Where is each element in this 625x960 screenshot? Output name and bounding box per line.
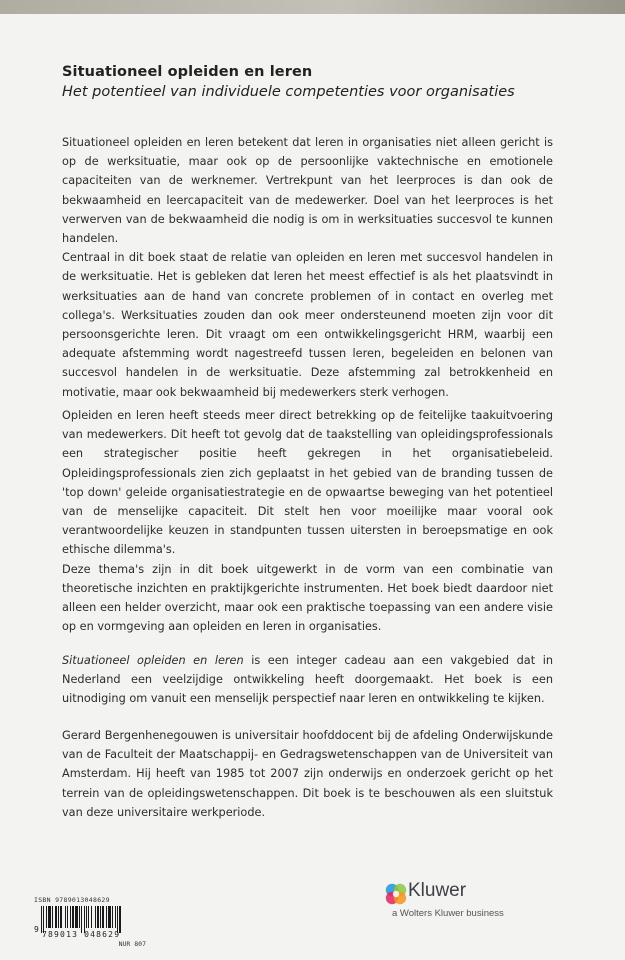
author-bio-text: Gerard Bergenhenegouwen is universitair hoofddocent bij de afdeling Onderwijskunde van de Faculteit der Maatschappij- en Gedragswetenschappen van de Universiteit van Amsterdam. Hij heeft van 1985 tot 2007 zijn onderwijs en onderzoek gericht op het terrein van de opleidingswetenschappen. Dit boek is te beschouwen als een sluitstuk van deze universitaire werkperiode. [62, 729, 553, 819]
blurb-text: Deze thema's zijn in dit boek uitgewerkt in de vorm van een combinatie van theoretische inzichten en praktijkgerichte instrumenten. Het boek biedt daardoor niet alleen een helder overzicht, maar ook een praktische toepassing van een andere visie op en vormgeving aan opleiden en leren in organisaties. [62, 562, 553, 634]
barcode-space [121, 906, 122, 928]
book-title-reference: Situationeel opleiden en leren [62, 654, 244, 667]
kluwer-logo-icon [384, 882, 408, 906]
nur-code: NUR 807 [118, 940, 146, 948]
publisher-tagline: a Wolters Kluwer business [392, 908, 504, 919]
blurb-text: Opleiden en leren heeft steeds meer direct betrekking op de feitelijke taakuitvoering van medewerkers. Dit heeft tot gevolg dat de taakstelling van opleidingsprofessionals een strategischer positie heeft gekregen in het organisatiebeleid. Opleidingsprofessionals zien zich geplaatst in het gebied van de branding tussen de 'top down' geleide organisatiestrategie en de opwaartse beweging van het potentieel van de menselijke capaciteit. Dit stelt hen voor moeilijke maar vooral ook verantwoordelijke keuzen in standpunten tussen uitersten in beroepsmatige en ook ethische dilemma's. [62, 409, 553, 557]
book-title: Situationeel opleiden en leren [62, 64, 313, 80]
publisher-logo [384, 880, 564, 930]
cover-top-band [0, 0, 625, 14]
isbn-barcode [34, 896, 154, 948]
barcode-first-digit: 9 [34, 925, 39, 934]
book-subtitle: Het potentieel van individuele competenties voor organisaties [62, 84, 515, 100]
blurb-paragraph-1 [62, 133, 553, 402]
publisher-name: Kluwer [408, 880, 467, 901]
blurb-paragraph-2 [62, 406, 553, 636]
isbn-label: ISBN 9789013048629 [34, 896, 110, 904]
blurb-text: Centraal in dit boek staat de relatie van opleiden en leren met succesvol handelen in de werksituatie. Het is gebleken dat leren het meest effectief is als het plaatsvindt in werksituaties aan de hand van concrete problemen of in contact en overleg met collega's. Werksituaties zouden dan ook meer ondersteunend moeten zijn voor dit persoonsgerichte leren. Dit vraagt om een ontwikkelingsgericht HRM, waarbij een adequate afstemming wordt nagestreefd tussen leren, begeleiden en belonen van succesvol handelen in de werksituatie. Deze afstemming zal betrokkenheid en motivatie, maar ook bekwaamheid bij medewerkers sterk verhogen. [62, 251, 553, 399]
author-bio [62, 726, 553, 822]
barcode-digits: 789013 048629 [42, 930, 121, 939]
blurb-text: Situationeel opleiden en leren betekent dat leren in organisaties niet alleen gericht is op de werksituatie, maar ook op de persoonlijke vaktechnische en emotionele capaciteiten van de werknemer. Vertrekpunt van het leerproces is dan ook de bekwaamheid en leercapaciteit van de medewerker. Doel van het leerproces is het verwerven van de bekwaamheid die nodig is om in werksituaties succesvol te kunnen handelen. [62, 136, 553, 246]
blurb-text-span: is een integer cadeau aan een vakgebied dat in Nederland een veelzijdige ontwikkeling heeft doorgemaakt. Het boek is een uitnodiging om vanuit een menselijk perspectief naar leren en ontwikkeling te kijken. [62, 654, 553, 706]
blurb-paragraph-3 [62, 651, 553, 709]
blurb-text [62, 651, 553, 709]
